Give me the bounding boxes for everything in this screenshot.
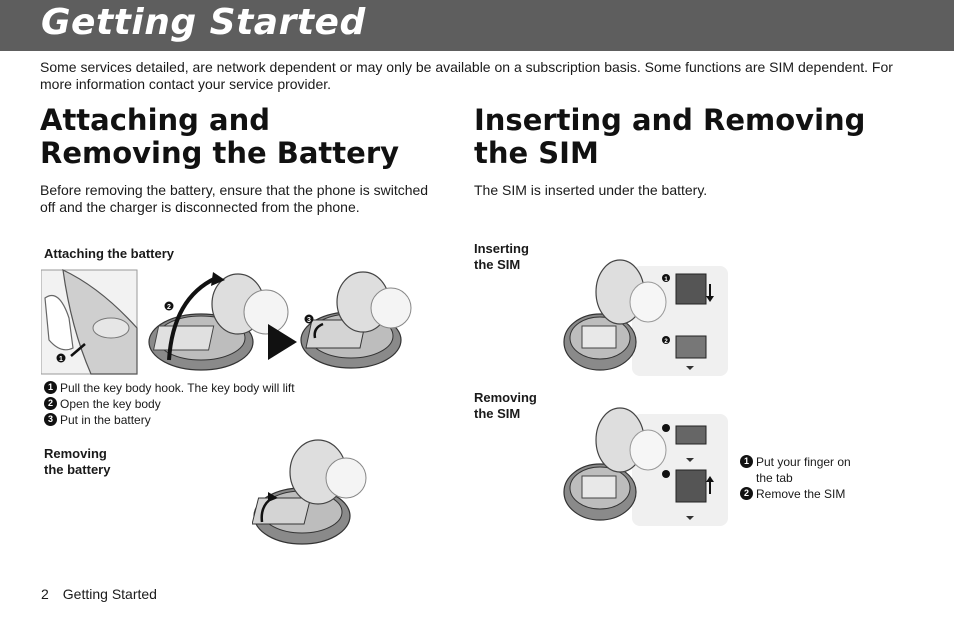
attaching-battery-label: Attaching the battery bbox=[44, 246, 175, 261]
attaching-battery-illustration bbox=[41, 268, 421, 376]
inserting-sim-label: Inserting the SIM bbox=[474, 241, 529, 272]
step-item: 2 Open the key body bbox=[44, 396, 295, 412]
svg-text:1: 1 bbox=[664, 277, 668, 283]
step-item: 1 Put your finger on the tab bbox=[740, 454, 851, 486]
footer-section-name: Getting Started bbox=[62, 586, 157, 602]
step-item: 1 Pull the key body hook. The key body will lift bbox=[44, 380, 295, 396]
page-number: 2 bbox=[41, 586, 49, 602]
page-title: Getting Started bbox=[41, 2, 366, 43]
removing-sim-label: Removing the SIM bbox=[474, 390, 537, 421]
step-item: 2 Remove the SIM bbox=[740, 486, 851, 502]
svg-text:1: 1 bbox=[59, 356, 63, 363]
removing-battery-label: Removing the battery bbox=[44, 446, 111, 477]
step-item: 3 Put in the battery bbox=[44, 412, 295, 428]
inserting-sim-illustration bbox=[562, 256, 732, 378]
svg-text:2: 2 bbox=[167, 304, 171, 311]
battery-section-body: Before removing the battery, ensure that the phone is switched off and the charger is disconnected from the phone. bbox=[40, 182, 429, 215]
svg-text:2: 2 bbox=[664, 339, 668, 345]
svg-text:3: 3 bbox=[307, 317, 311, 324]
attaching-steps bbox=[44, 380, 295, 428]
removing-sim-illustration bbox=[562, 404, 732, 528]
page-footer bbox=[41, 586, 171, 602]
sim-section-title: Inserting and Removing the SIM bbox=[474, 103, 866, 170]
sim-section-body: The SIM is inserted under the battery. bbox=[474, 182, 708, 198]
intro-text: Some services detailed, are network dependent or may only be available on a subscription basis. Some functions are SIM dependent. For more information contact your service provider. bbox=[40, 59, 893, 92]
battery-section-title: Attaching and Removing the Battery bbox=[40, 103, 400, 170]
removing-sim-steps bbox=[740, 454, 851, 502]
removing-battery-illustration bbox=[252, 436, 372, 548]
